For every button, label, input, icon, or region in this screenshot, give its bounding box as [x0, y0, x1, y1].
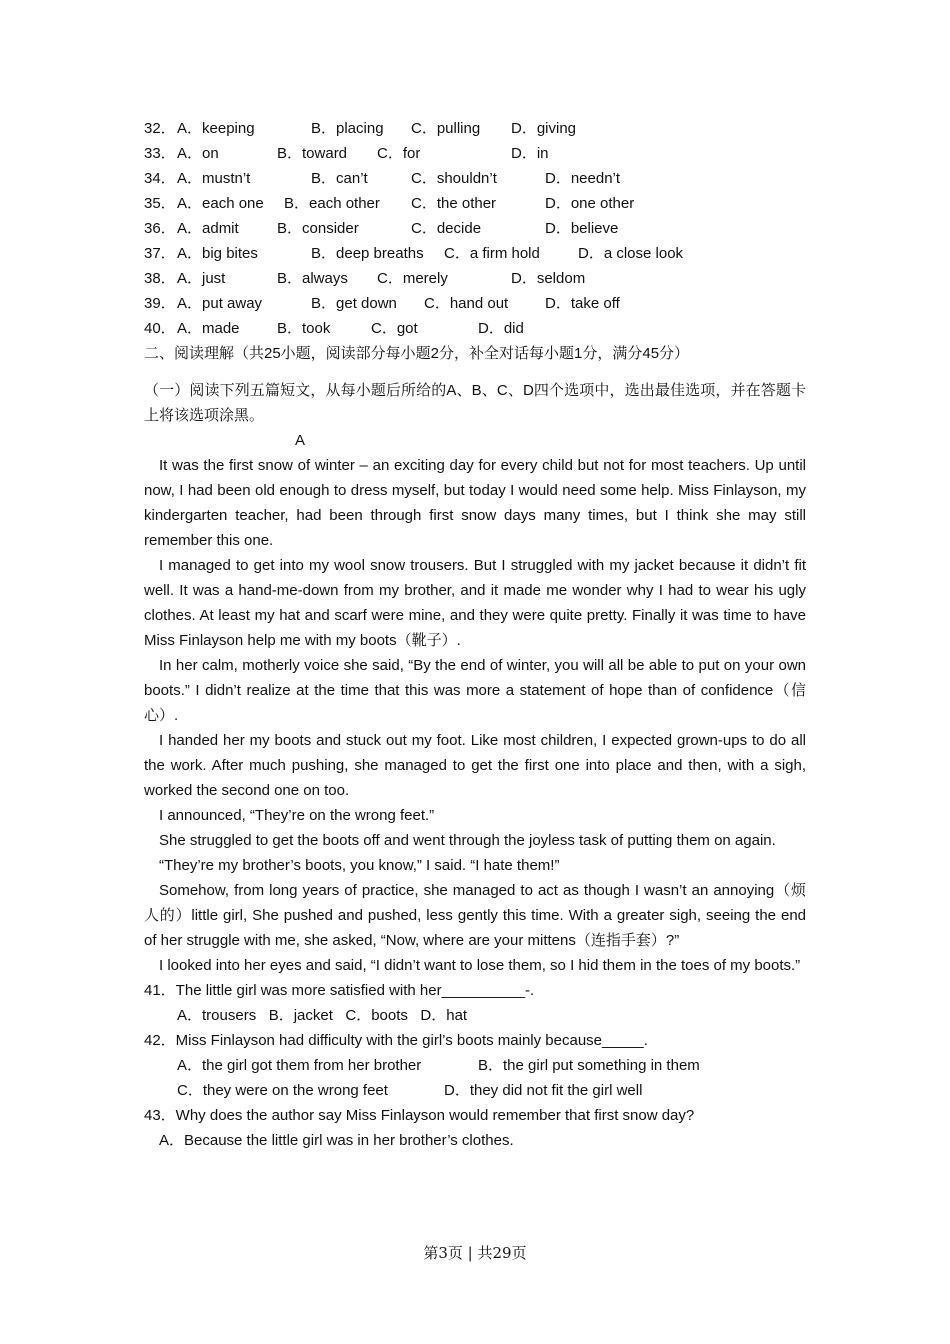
passage-label: A: [295, 432, 306, 449]
instruction-text: （一）阅读下列五篇短文，从每小题后所给的A、B、C、D四个选项中，选出最佳选项，并在答题卡上将该选项涂黑。: [144, 382, 806, 424]
question-43-option-a: A．Because the little girl was in her brother’s clothes.: [159, 1132, 514, 1149]
question-43: 43．Why does the author say Miss Finlayson would remember that first snow day?: [144, 1107, 695, 1124]
option-row: 35． A．each one B．each other C．the other D．one other: [144, 195, 635, 212]
section-heading: 二、阅读理解（共25小题，阅读部分每小题2分，补全对话每小题1分，满分45分）: [144, 345, 690, 362]
passage-paragraph: I managed to get into my wool snow trousers. But I struggled with my jacket because it didn’t fit well. It was a hand-me-down from my brother, and it made me wonder why I had to wear his ugly clothes. At least my hat and scarf were mine, and they were quite pretty. Finally it was time to have Miss Finlayson help me with my boots（靴子）.: [144, 557, 806, 649]
question-41-options: A．trousers B．jacket C．boots D．hat: [177, 1007, 468, 1024]
question-41: 41．The little girl was more satisfied with her__________-.: [144, 982, 535, 999]
option-row: 36． A．admit B．consider C．decide D．believe: [144, 220, 619, 237]
passage-paragraph: Somehow, from long years of practice, she managed to act as though I wasn’t an annoying（烦人的）little girl, She pushed and pushed, less gently this time. With a greater sigh, seeing the end of her struggle with me, she asked, “Now, where are your mittens（连指手套）?”: [144, 882, 806, 949]
option-row: 34． A．mustn’t B．can’t C．shouldn’t D．needn’t: [144, 170, 621, 187]
question-42-options-row: C．they were on the wrong feet D．they did not fit the girl well: [177, 1082, 643, 1099]
exam-page: [144, 116, 806, 1153]
passage-paragraph: I looked into her eyes and said, “I didn’t want to lose them, so I hid them in the toes of my boots.”: [159, 957, 801, 974]
passage-paragraph: I handed her my boots and stuck out my foot. Like most children, I expected grown-ups to do all the work. After much pushing, she managed to get the first one into place and then, with a sigh, worked the second one on too.: [144, 732, 806, 799]
passage-paragraph: It was the first snow of winter – an exciting day for every child but not for most teachers. Up until now, I had been old enough to dress myself, but today I would need some help. Miss Finlayson, my kindergarten teacher, had been through first snow days many times, but I think she may still remember this one.: [144, 457, 806, 549]
passage-paragraph: “They’re my brother’s boots, you know,” I said. “I hate them!”: [159, 857, 560, 874]
passage-paragraph: She struggled to get the boots off and went through the joyless task of putting them on again.: [159, 832, 776, 849]
option-row: 39． A．put away B．get down C．hand out D．take off: [144, 295, 620, 312]
option-row: 32． A．keeping B．placing C．pulling D．giving: [144, 120, 577, 137]
option-row: 40． A．made B．took C．got D．did: [144, 320, 524, 337]
page-footer: 第3页 | 共29页: [423, 1244, 527, 1262]
question-42: 42．Miss Finlayson had difficulty with the girl’s boots mainly because_____.: [144, 1032, 648, 1049]
option-row: 33． A．on B．toward C．for D．in: [144, 145, 549, 162]
passage-paragraph: I announced, “They’re on the wrong feet.”: [159, 807, 435, 824]
passage-paragraph: In her calm, motherly voice she said, “By the end of winter, you will all be able to put on your own boots.” I didn’t realize at the time that this was more a statement of hope than of confidence（信心）.: [144, 657, 806, 724]
option-row: 37． A．big bites B．deep breaths C．a firm hold D．a close look: [144, 245, 684, 262]
question-42-options-row: A．the girl got them from her brother B．the girl put something in them: [177, 1057, 700, 1074]
option-row: 38． A．just B．always C．merely D．seldom: [144, 270, 586, 287]
